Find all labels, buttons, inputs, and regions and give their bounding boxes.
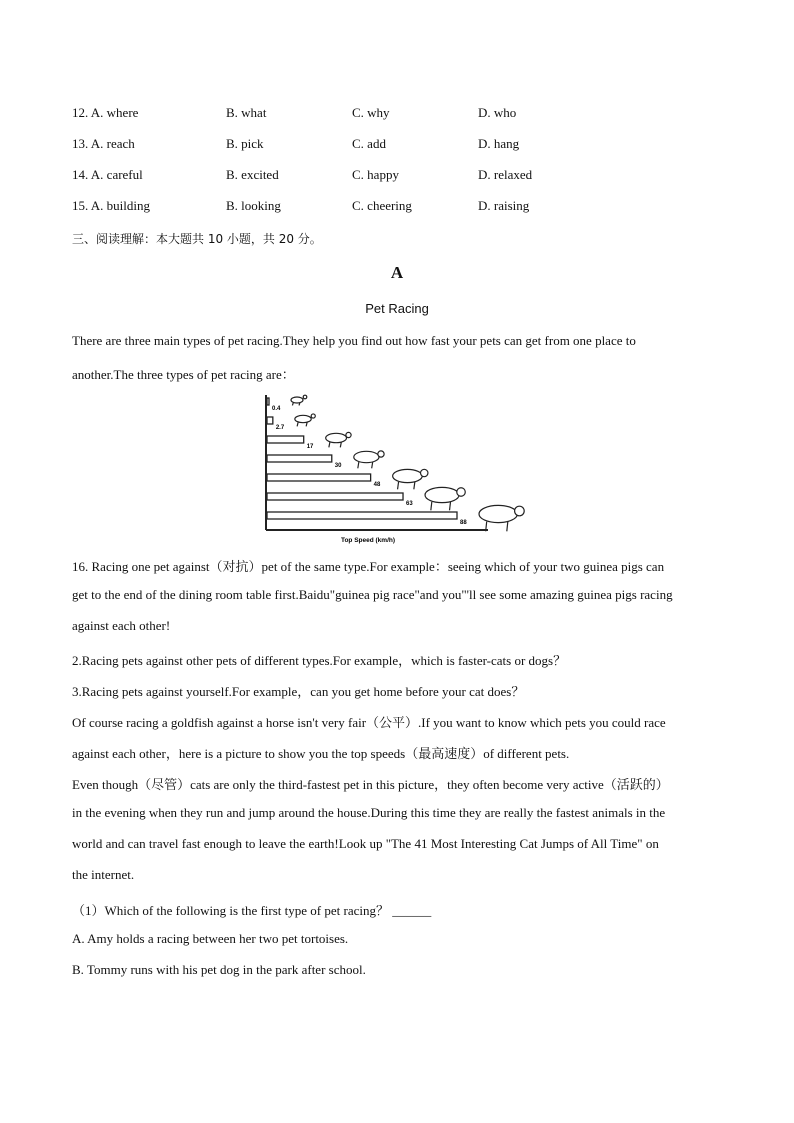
tortoise-icon xyxy=(295,414,315,426)
bar-value-label: 48 xyxy=(373,482,381,488)
passage-line: B. Tommy runs with his pet dog in the park after school. xyxy=(72,962,366,977)
option-b: B. looking xyxy=(226,198,281,213)
passage-line: get to the end of the dining room table first.Baidu"guinea pig race"and you"'ll see some amazing guinea pigs racing xyxy=(72,587,673,602)
dog-icon xyxy=(425,487,465,510)
bear-icon xyxy=(354,451,384,468)
passage-line: 16. Racing one pet against（对抗）pet of the same type.For example：seeing which of your two guinea pigs can xyxy=(72,559,665,574)
passage-line: against each other! xyxy=(72,618,171,633)
bar-2.7 xyxy=(267,417,273,424)
option-b: B. what xyxy=(226,105,267,120)
passage-line: A. Amy holds a racing between her two pet tortoises. xyxy=(72,931,349,946)
passage-title: Pet Racing xyxy=(365,301,429,316)
bar-0.4 xyxy=(267,398,269,405)
top-speed-chart xyxy=(258,390,548,545)
passage-line: the internet. xyxy=(72,867,135,882)
bar-value-label: 30 xyxy=(334,463,342,469)
option-num: 14. A. careful xyxy=(72,167,143,182)
bar-value-label: 2.7 xyxy=(275,425,285,431)
bar-value-label: 0.4 xyxy=(272,406,281,412)
passage-line: 3.Racing pets against yourself.For example，can you get home before your cat does？ xyxy=(72,684,525,699)
bar-value-label: 63 xyxy=(406,501,413,507)
cat-icon xyxy=(393,469,428,489)
passage-line: Even though（尽管）cats are only the third-fastest pet in this picture，they often become very active（活跃的） xyxy=(72,777,669,792)
passage-line: in the evening when they run and jump around the house.During this time they are really the fastest animals in the xyxy=(72,805,666,820)
passage-line: There are three main types of pet racing.They help you find out how fast your pets can get from one place to xyxy=(72,333,636,348)
pig-icon xyxy=(326,432,351,447)
option-d: D. raising xyxy=(478,198,530,213)
chart-xlabel: Top Speed (km/h) xyxy=(340,537,396,544)
passage-line: against each other，here is a picture to show you the top speeds（最高速度）of different pets. xyxy=(72,746,570,761)
option-num: 12. A. where xyxy=(72,105,139,120)
option-c: C. happy xyxy=(352,167,399,182)
option-b: B. excited xyxy=(226,167,279,182)
option-c: C. why xyxy=(352,105,390,120)
option-c: C. add xyxy=(352,136,386,151)
option-d: D. relaxed xyxy=(478,167,533,182)
option-d: D. who xyxy=(478,105,517,120)
passage-line: another.The three types of pet racing are： xyxy=(72,367,295,382)
bar-17 xyxy=(267,436,304,443)
snail-icon xyxy=(291,395,307,405)
bar-88 xyxy=(267,512,457,519)
option-num: 15. A. building xyxy=(72,198,151,213)
option-b: B. pick xyxy=(226,136,264,151)
option-c: C. cheering xyxy=(352,198,412,213)
passage-line: （1）Which of the following is the first type of pet racing？ ______ xyxy=(72,903,432,918)
bar-value-label: 88 xyxy=(460,520,467,526)
passage-line: world and can travel fast enough to leave the earth!Look up "The 41 Most Interesting Cat Jumps of All Time" on xyxy=(72,836,659,851)
passage-line: 2.Racing pets against other pets of different types.For example，which is faster-cats or dogs？ xyxy=(72,653,567,668)
bar-value-label: 17 xyxy=(306,444,314,450)
horse-icon xyxy=(479,505,524,531)
section-heading: 三、阅读理解：本大题共 10 小题，共 20 分。 xyxy=(72,232,322,246)
option-num: 13. A. reach xyxy=(72,136,135,151)
bar-48 xyxy=(267,474,371,481)
passage-letter: A xyxy=(390,263,404,282)
passage-line: Of course racing a goldfish against a horse isn't very fair（公平）.If you want to know which pets you could race xyxy=(72,715,666,730)
option-d: D. hang xyxy=(478,136,520,151)
bar-63 xyxy=(267,493,403,500)
bar-30 xyxy=(267,455,332,462)
